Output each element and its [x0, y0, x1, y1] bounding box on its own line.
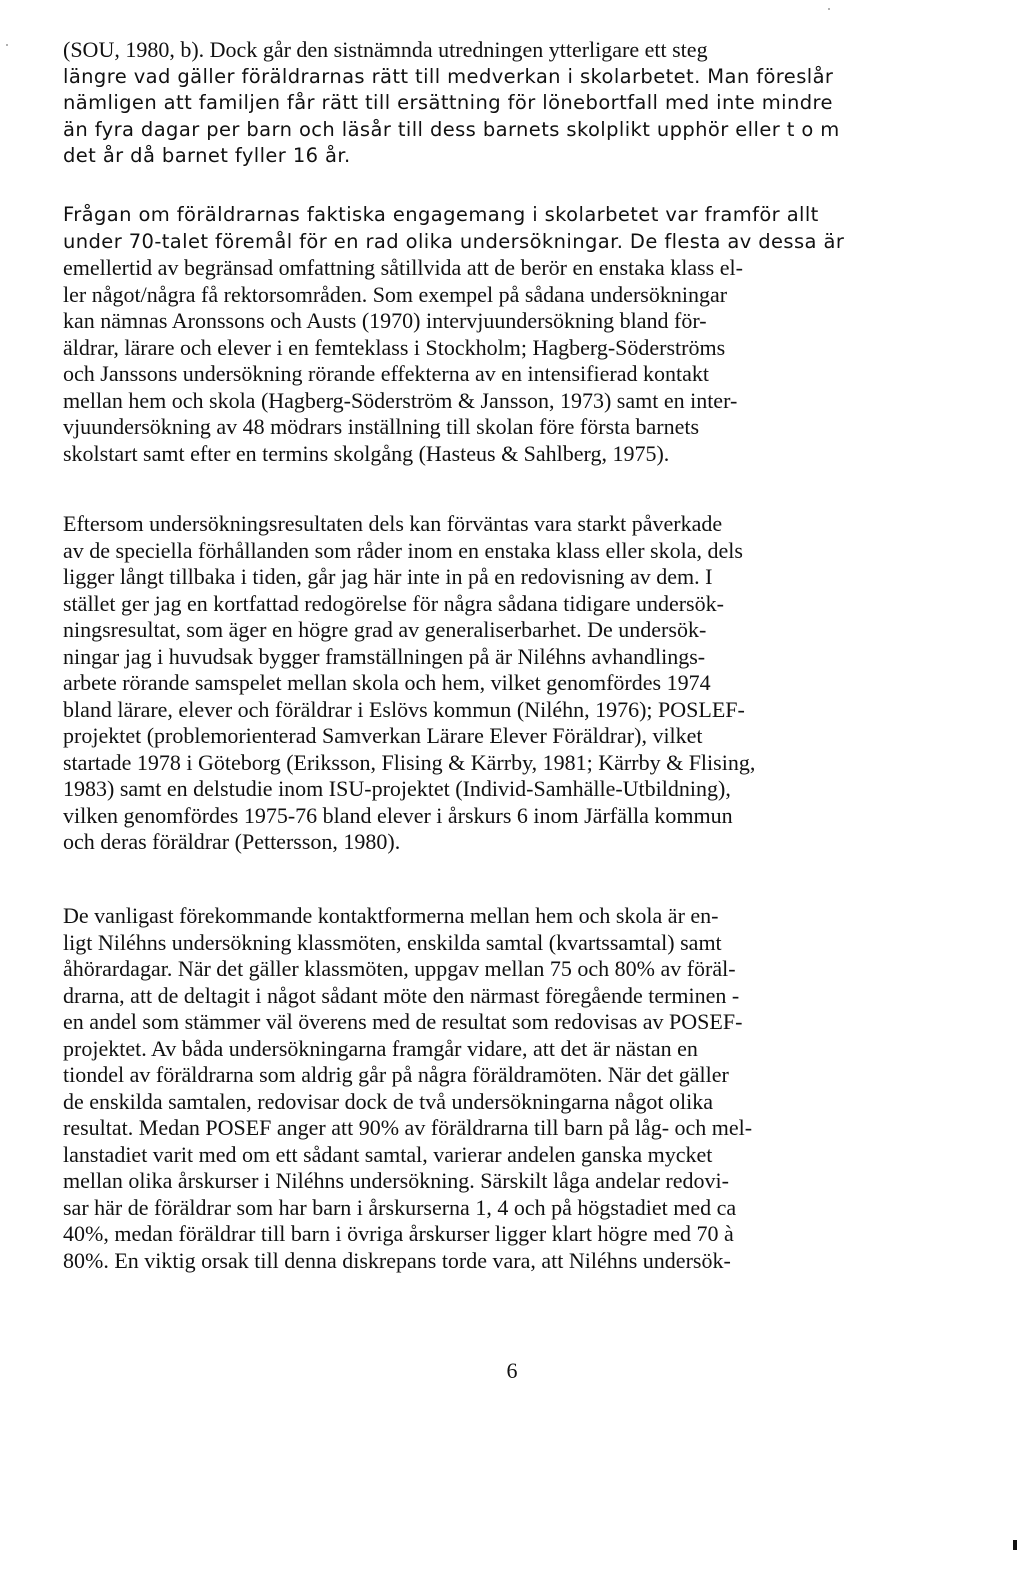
- text-line: vilken genomfördes 1975-76 bland elever i årskurs 6 inom Järfälla kommun: [63, 802, 733, 828]
- text-line: det år då barnet fyller 16 år.: [63, 144, 351, 167]
- text-line: en andel som stämmer väl överens med de resultat som redovisas av POSEF-: [63, 1009, 743, 1034]
- text-line: projektet. Av båda undersökningarna framgår vidare, att det är nästan en: [63, 1035, 698, 1061]
- text-line: drarna, att de deltagit i något sådant möte den närmast föregående terminen -: [63, 982, 740, 1008]
- text-line: ligt Niléhns undersökning klassmöten, enskilda samtal (kvartssamtal) samt: [63, 929, 722, 955]
- text-line: ningar jag i huvudsak bygger framställningen på är Niléhns avhandlings-: [63, 643, 706, 669]
- text-line: skolstart samt efter en termins skolgång (Hasteus & Sahlberg, 1975).: [63, 440, 670, 466]
- text-line: och deras föräldrar (Pettersson, 1980).: [63, 829, 401, 854]
- page-number: 6: [506, 1358, 518, 1383]
- scan-speck: [828, 8, 830, 10]
- text-line: bland lärare, elever och föräldrar i Eslövs kommun (Niléhn, 1976); POSLEF-: [63, 696, 745, 722]
- text-line: än fyra dagar per barn och läsår till dess barnets skolplikt upphör eller t o m: [63, 117, 840, 141]
- text-line: stället ger jag en kortfattad redogörelse för några sådana tidigare undersök-: [63, 590, 724, 616]
- text-line: 40%, medan föräldrar till barn i övriga årskurser ligger klart högre med 70 à: [63, 1221, 734, 1246]
- text-line: av de speciella förhållanden som råder inom en enstaka klass eller skola, dels: [63, 537, 743, 563]
- text-line: mellan hem och skola (Hagberg-Söderström & Jansson, 1973) samt en inter-: [63, 387, 738, 413]
- text-line: åhörardagar. När det gäller klassmöten, uppgav mellan 75 och 80% av föräl-: [63, 956, 736, 981]
- text-line: vjuundersökning av 48 mödrars inställning till skolan före första barnets: [63, 414, 700, 439]
- text-line: nämligen att familjen får rätt till ersättning för lönebortfall med inte mindre: [63, 91, 833, 114]
- scan-edge-mark: [1013, 1540, 1017, 1550]
- text-line: de enskilda samtalen, redovisar dock de två undersökningarna något olika: [63, 1088, 714, 1114]
- text-line: emellertid av begränsad omfattning såtillvida att de berör en enstaka klass el-: [63, 255, 743, 280]
- text-line: äldrar, lärare och elever i en femteklass i Stockholm; Hagberg-Söderströms: [63, 334, 726, 360]
- text-line: Eftersom undersökningsresultaten dels kan förväntas vara starkt påverkade: [63, 511, 723, 536]
- text-line: ningsresultat, som äger en högre grad av generaliserbarhet. De undersök-: [63, 617, 707, 642]
- text-line: lanstadiet varit med om ett sådant samtal, varierar andelen ganska mycket: [63, 1141, 713, 1167]
- paragraph-3: [63, 511, 963, 856]
- text-line: kan nämnas Aronssons och Austs (1970) intervjuundersökning bland för-: [63, 308, 707, 333]
- text-line: De vanligast förekommande kontaktformerna mellan hem och skola är en-: [63, 903, 719, 928]
- text-line: sar här de föräldrar som har barn i årskurserna 1, 4 och på högstadiet med ca: [63, 1194, 737, 1220]
- text-line: 80%. En viktig orsak till denna diskrepans torde vara, att Niléhns undersök-: [63, 1247, 731, 1273]
- text-line: ler något/några få rektorsområden. Som exempel på sådana undersökningar: [63, 281, 728, 307]
- paragraph-1: [63, 37, 963, 170]
- paragraph-4: [63, 903, 963, 1274]
- text-line: (SOU, 1980, b). Dock går den sistnämnda utredningen ytterligare ett steg: [63, 37, 708, 62]
- text-line: under 70-talet föremål för en rad olika undersökningar. De flesta av dessa är: [63, 229, 845, 253]
- text-line: mellan olika årskurser i Niléhns undersökning. Särskilt låga andelar redovi-: [63, 1168, 729, 1193]
- text-line: ligger långt tillbaka i tiden, går jag här inte in på en redovisning av dem. I: [63, 564, 713, 589]
- text-line: tiondel av föräldrarna som aldrig går på några föräldramöten. När det gäller: [63, 1062, 729, 1087]
- text-line: arbete rörande samspelet mellan skola och hem, vilket genomfördes 1974: [63, 670, 711, 695]
- text-line: startade 1978 i Göteborg (Eriksson, Flising & Kärrby, 1981; Kärrby & Flising,: [63, 749, 756, 775]
- text-line: resultat. Medan POSEF anger att 90% av föräldrarna till barn på låg- och mel-: [63, 1115, 753, 1140]
- scan-speck: [6, 44, 8, 46]
- text-line: projektet (problemorienterad Samverkan Lärare Elever Föräldrar), vilket: [63, 723, 703, 748]
- text-line: och Janssons undersökning rörande effekterna av en intensifierad kontakt: [63, 361, 709, 386]
- paragraph-2: [63, 202, 963, 467]
- text-line: längre vad gäller föräldrarnas rätt till medverkan i skolarbetet. Man föreslår: [63, 64, 834, 88]
- text-line: 1983) samt en delstudie inom ISU-projektet (Individ-Samhälle-Utbildning),: [63, 776, 731, 801]
- text-line: Frågan om föräldrarnas faktiska engagemang i skolarbetet var framför allt: [63, 203, 819, 226]
